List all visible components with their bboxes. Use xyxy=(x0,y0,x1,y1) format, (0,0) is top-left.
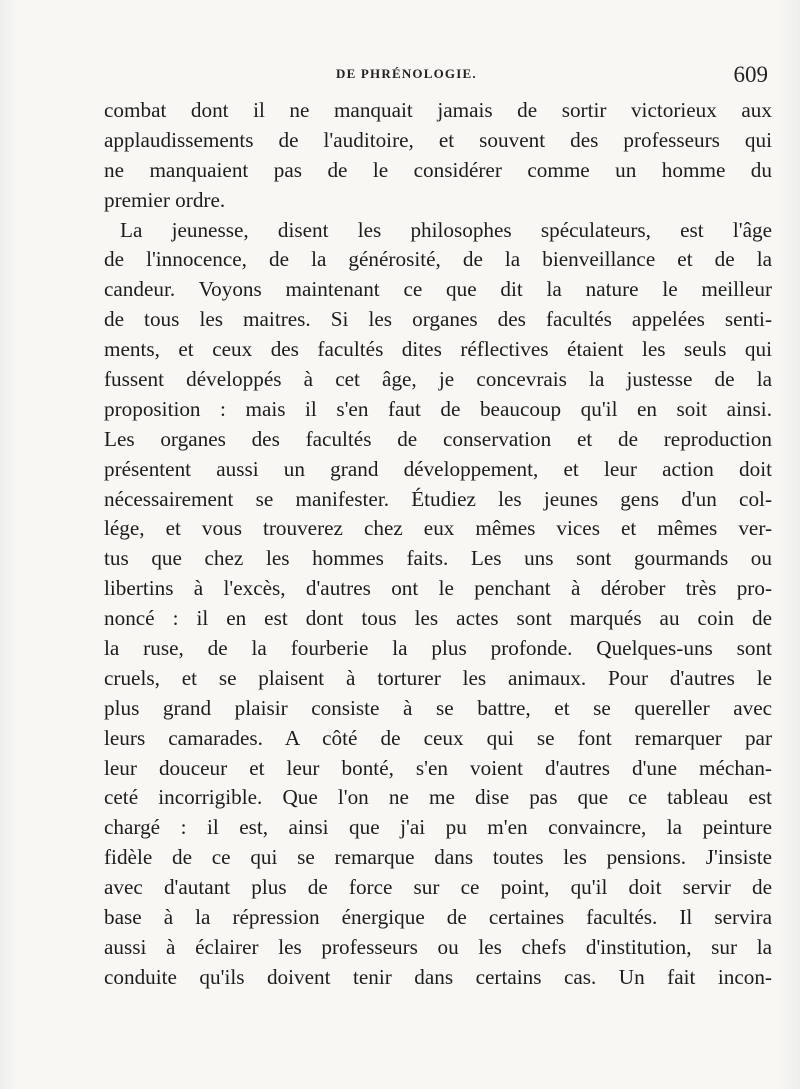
text-line: leurs camarades. A côté de ceux qui se font remarquer par xyxy=(104,725,772,750)
text-line: aussi à éclairer les professeurs ou les chefs d'institution, sur la xyxy=(104,934,772,959)
text-line: plus grand plaisir consiste à se battre, et se quereller avec xyxy=(104,695,772,720)
page-header xyxy=(100,62,772,92)
text-line: noncé : il en est dont tous les actes sont marqués au coin de xyxy=(104,606,772,631)
text-line: tus que chez les hommes faits. Les uns sont gourmands ou xyxy=(104,546,772,571)
text-line: La jeunesse, disent les philosophes spéculateurs, est l'âge xyxy=(120,217,772,242)
text-line: la ruse, de la fourberie la plus profonde. Quelques-uns sont xyxy=(104,636,772,661)
running-head: DE PHRÉNOLOGIE. xyxy=(336,66,477,81)
text-line: de tous les maitres. Si les organes des facultés appelées senti- xyxy=(104,307,772,332)
text-line: candeur. Voyons maintenant ce que dit la nature le meilleur xyxy=(104,277,772,302)
text-line: fidèle de ce qui se remarque dans toutes les pensions. J'insiste xyxy=(104,845,772,870)
text-line: avec d'autant plus de force sur ce point, qu'il doit servir de xyxy=(104,875,772,900)
text-line: ne manquaient pas de le considérer comme un homme du xyxy=(104,157,772,182)
text-line: premier ordre. xyxy=(104,187,226,212)
text-line: nécessairement se manifester. Étudiez les jeunes gens d'un col- xyxy=(104,486,772,511)
text-line: ments, et ceux des facultés dites réflectives étaient les seuls qui xyxy=(104,337,772,362)
text-line: cruels, et se plaisent à torturer les animaux. Pour d'autres le xyxy=(104,665,772,690)
body-text xyxy=(104,96,772,993)
text-line: combat dont il ne manquait jamais de sortir victorieux aux xyxy=(104,98,772,122)
text-line: proposition : mais il s'en faut de beaucoup qu'il en soit ainsi. xyxy=(104,396,772,421)
text-line: lége, et vous trouverez chez eux mêmes vices et mêmes ver- xyxy=(104,516,772,541)
text-line: libertins à l'excès, d'autres ont le penchant à dérober très pro- xyxy=(104,576,772,601)
page-number: 609 xyxy=(733,62,768,87)
text-line: base à la répression énergique de certaines facultés. Il servira xyxy=(104,905,772,930)
text-line: conduite qu'ils doivent tenir dans certains cas. Un fait incon- xyxy=(104,964,772,989)
text-line: chargé : il est, ainsi que j'ai pu m'en convaincre, la peinture xyxy=(104,815,772,840)
text-line: ceté incorrigible. Que l'on ne me dise pas que ce tableau est xyxy=(104,785,772,810)
text-line: de l'innocence, de la générosité, de la bienveillance et de la xyxy=(104,247,772,272)
text-line: applaudissements de l'auditoire, et souvent des professeurs qui xyxy=(104,127,772,152)
text-line: présentent aussi un grand développement, et leur action doit xyxy=(104,456,772,481)
text-line: Les organes des facultés de conservation et de reproduction xyxy=(104,426,772,451)
text-line: fussent développés à cet âge, je concevrais la justesse de la xyxy=(104,367,772,392)
text-line: leur douceur et leur bonté, s'en voient d'autres d'une méchan- xyxy=(104,755,772,780)
